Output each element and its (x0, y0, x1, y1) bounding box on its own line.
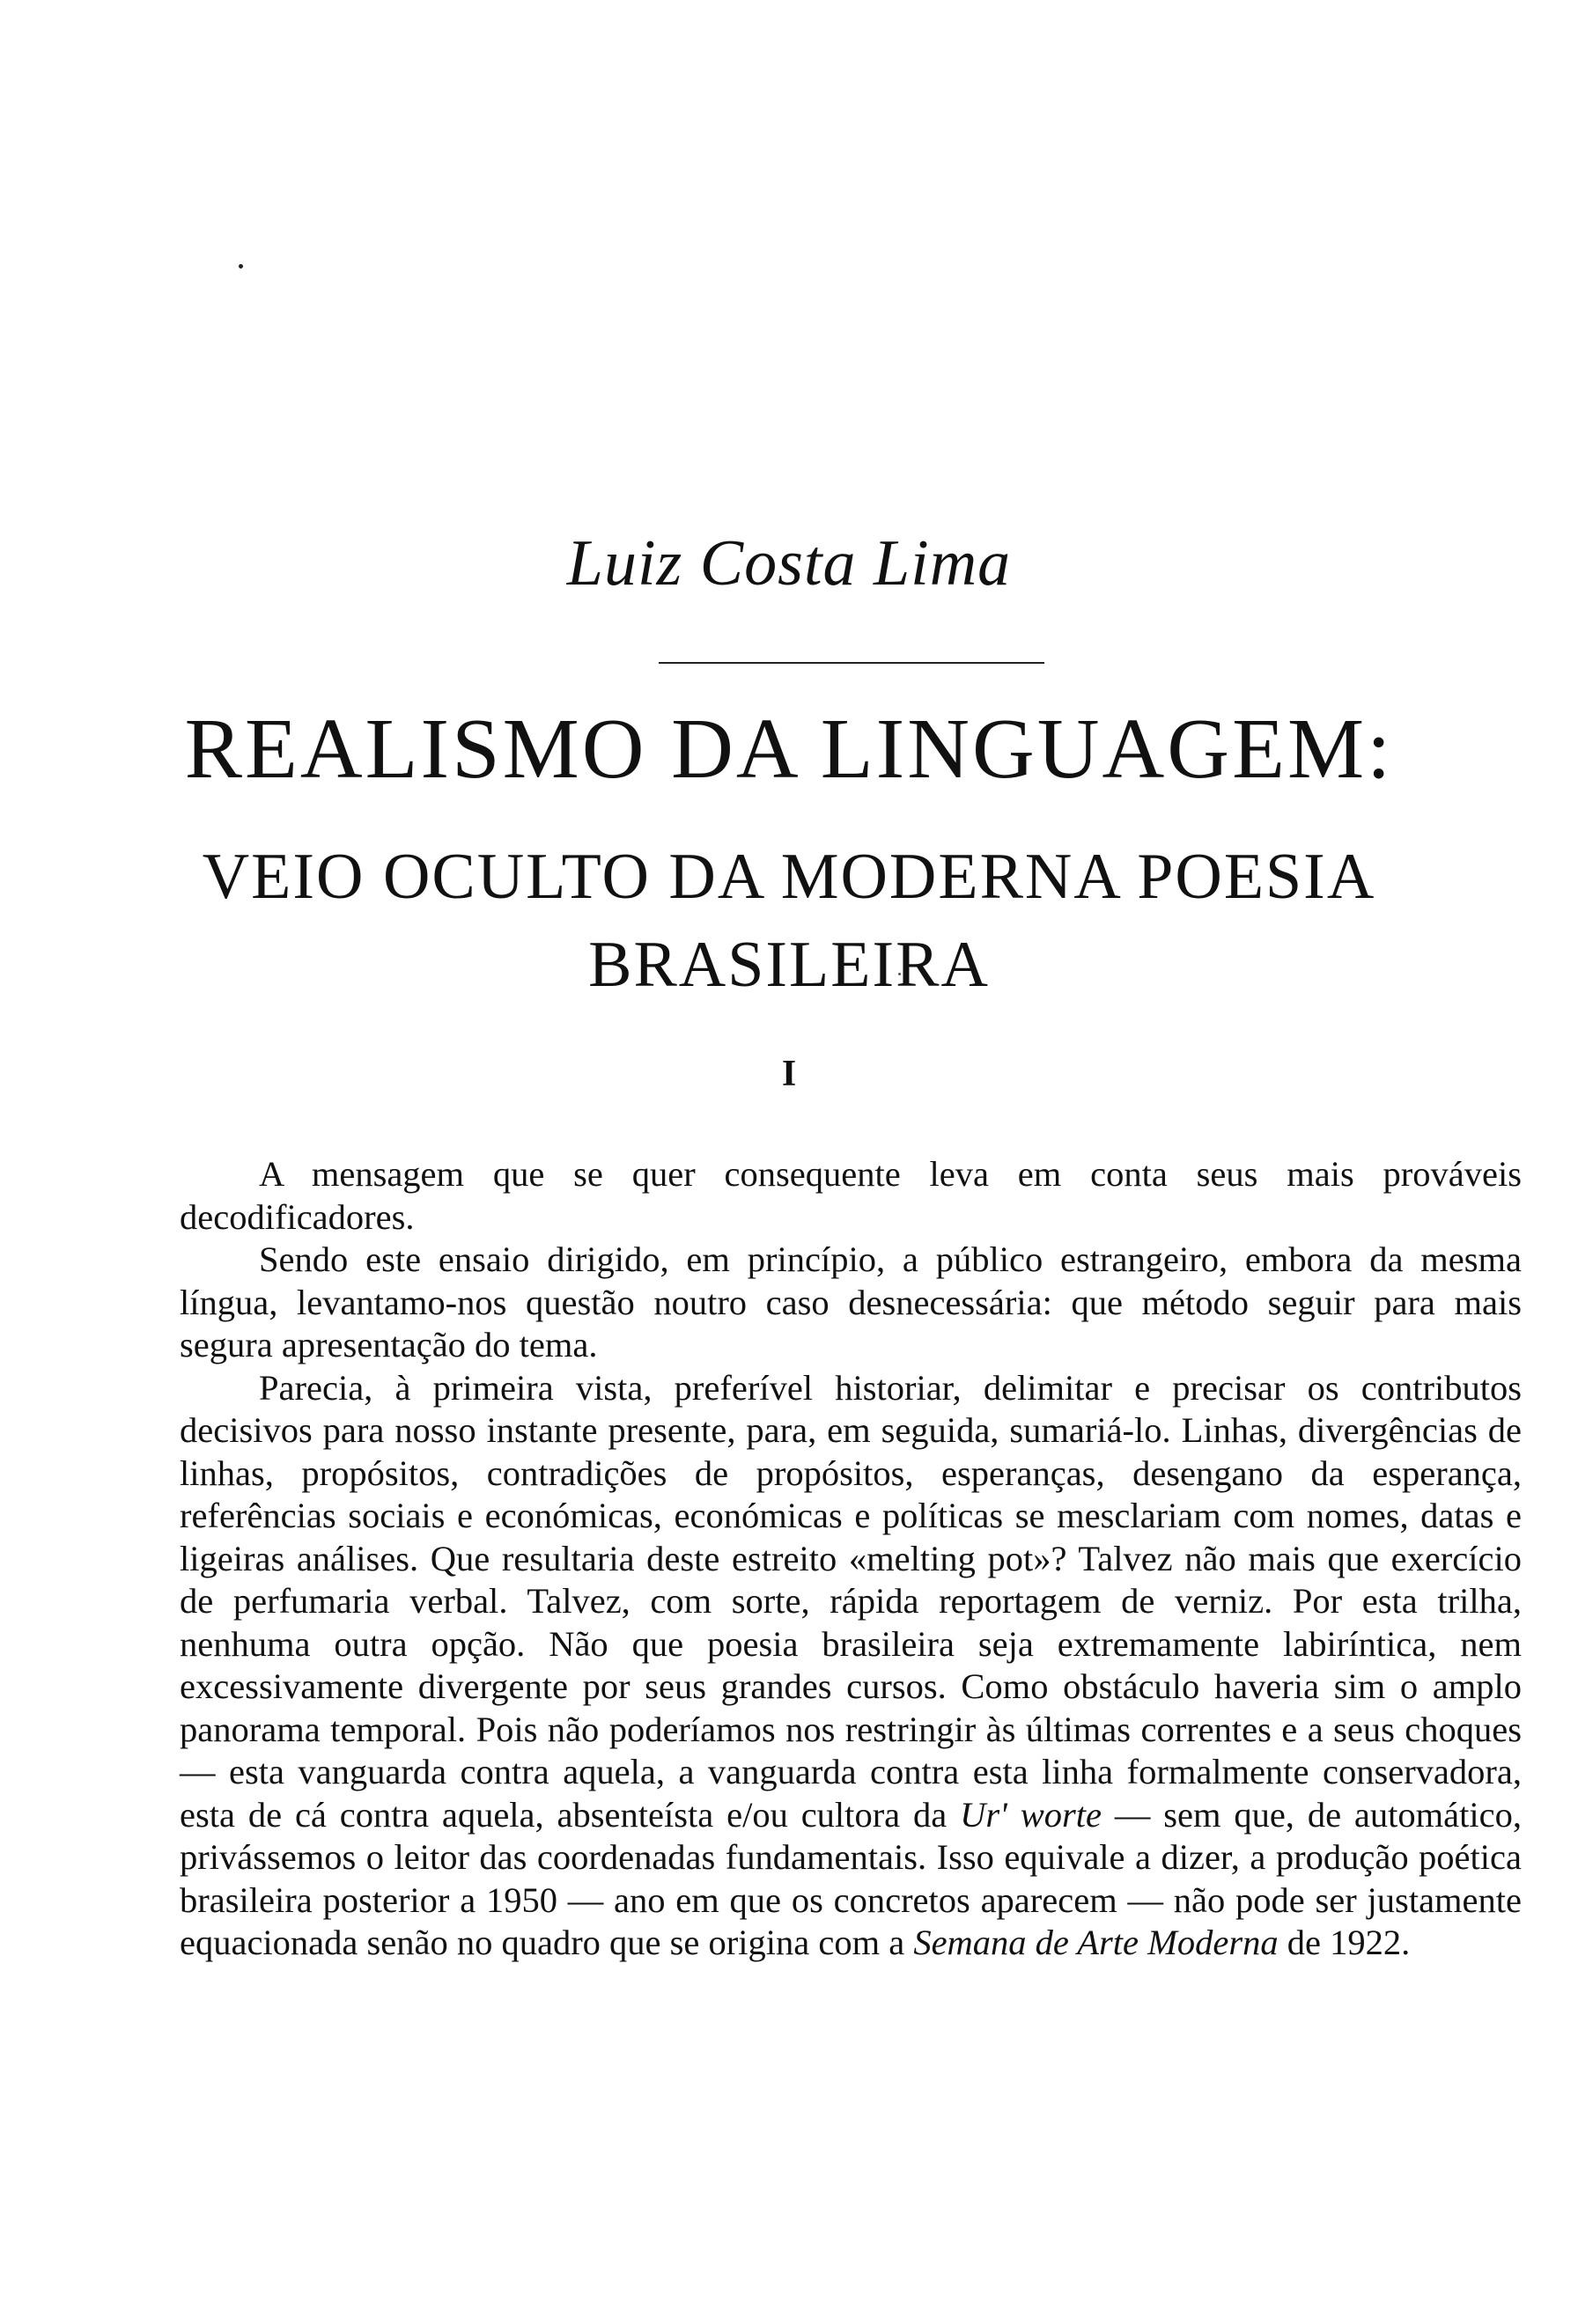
author-name: Luiz Costa Lima (566, 527, 1012, 599)
section-number: I (781, 1054, 797, 1094)
paragraph-3-part-c: de 1922. (1278, 1923, 1411, 1962)
essay-subtitle (0, 833, 1578, 1009)
paragraph-2: Sendo este ensaio dirigido, em princípio, a público estrangeiro, embora da mesma língua, levantamo-nos questão noutro caso desnecessária: que método seguir para mais segura apresentação do tema. (180, 1239, 1522, 1364)
paragraph-3-part-b: — sem que, de automático, privássemos o leitor das coordenadas fundamentais. Isso equivale a dizer, a produção poética brasileira posterior a 1950 — ano em que os concretos aparecem — não pode ser justamente equacionada senão no quadro que se origina com a (180, 1794, 1522, 1962)
divider-rule (659, 662, 1044, 664)
ur-worte-term: Ur' worte (960, 1794, 1102, 1835)
ink-speck (239, 264, 243, 268)
semana-de-arte-moderna-term: Semana de Arte Moderna (913, 1923, 1279, 1962)
essay-title: REALISMO DA LINGUAGEM: (184, 702, 1394, 797)
paragraph-1: A mensagem que se quer consequente leva em conta seus mais prováveis decodificadores. (180, 1154, 1522, 1237)
paragraph-3-part-a: Parecia, à primeira vista, preferível historiar, delimitar e precisar os contributos decisivos para nosso instante presente, para, em seguida, sumariá-lo. Linhas, divergências de linhas, propósitos, contradições de propósitos, esperanças, desengano da esperança, referências sociais e económicas, económicas e políticas se mesclariam com nomes, datas e ligeiras análises. Que resultaria deste estreito «melting pot»? Talvez não mais que exercício de perfumaria verbal. Talvez, com sorte, rápida reportagem de verniz. Por esta trilha, nenhuma outra opção. Não que poesia brasileira seja extremamente labiríntica, nem excessivamente divergente por seus grandes cursos. Como obstáculo haveria sim o amplo panorama temporal. Pois não poderíamos nos restringir às últimas correntes e a seus choques — esta vanguarda contra aquela, a vanguarda contra esta linha formalmente conservadora, esta de cá contra aquela, absenteísta e/ou cultora da (180, 1367, 1522, 1835)
subtitle-line-1: VEIO OCULTO DA MODERNA POESIA (202, 841, 1376, 913)
essay-body (180, 1153, 1522, 1965)
paragraph-3 (180, 1367, 1522, 1965)
subtitle-line-2: BRASILEIRA (588, 929, 990, 1001)
